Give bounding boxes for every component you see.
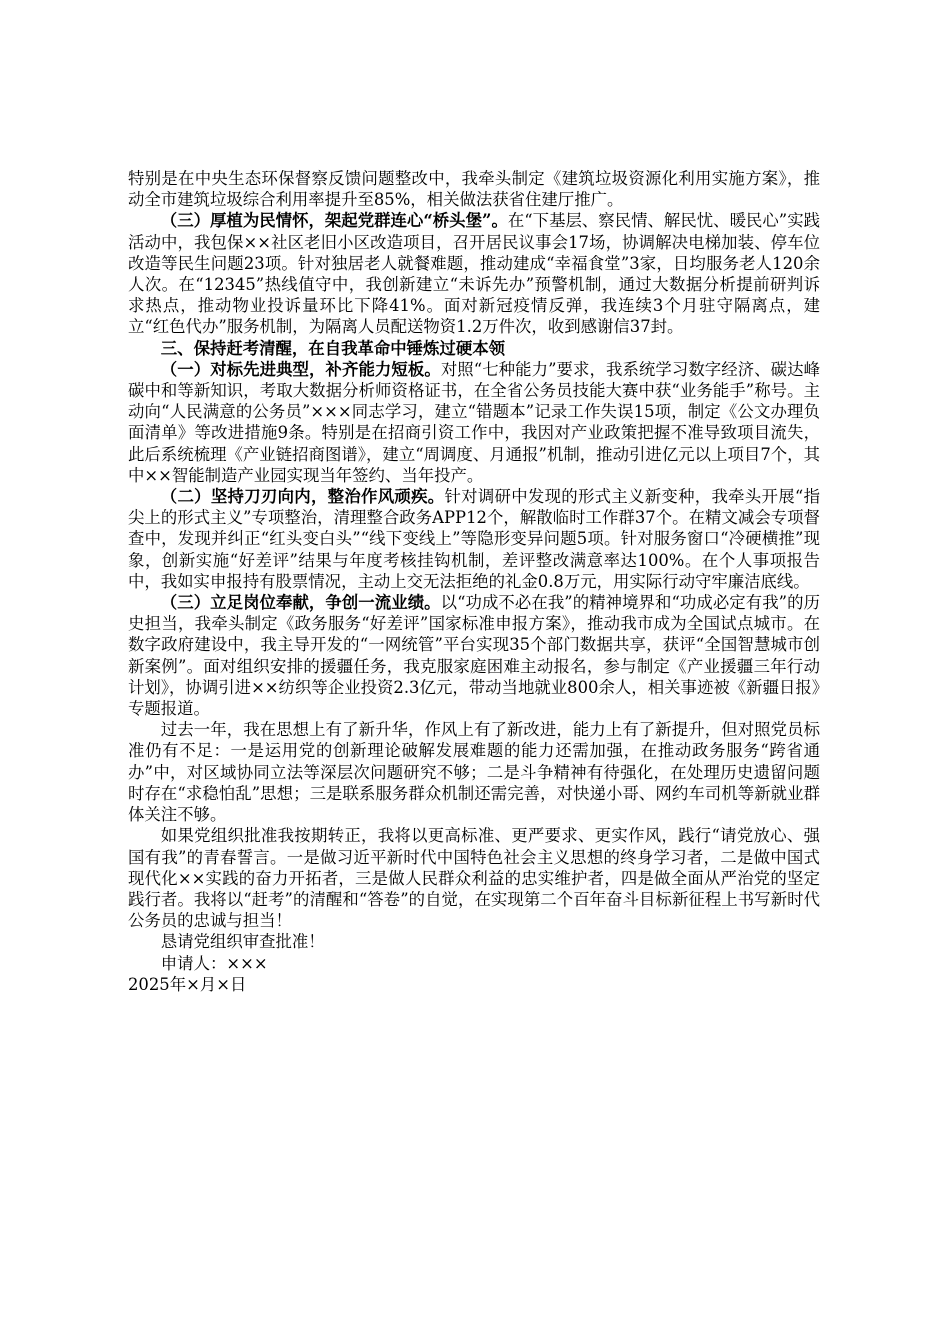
paragraph-text: 在“下基层、察民情、解民忧、暖民心”实践活动中，我包保××社区老旧小区改造项目，召开居民议事会17场，协调解决电梯加装、停车位改造等民生问题23项。针对独居老人就餐难题，推动建成“幸福食堂”3家，日均服务老人120余人次。在“12345”热线值守中，我创新建立“未诉先办”预警机制，通过大数据分析提前研判诉求热点，推动物业投诉量环比下降41%。面对新冠疫情反弹，我连续3个月驻守隔离点，建立“红色代办”服务机制，为隔离人员配送物资1.2万件次，收到感谢信37封。: [128, 211, 820, 337]
request-line: 恳请党组织审查批准！: [160, 932, 325, 952]
paragraph-text: 特别是在中央生态环保督察反馈问题整改中，我牵头制定《建筑垃圾资源化利用实施方案》，推动全市建筑垃圾综合利用率提升至85%，相关做法获省住建厅推广。: [128, 169, 820, 210]
paragraph-text: 过去一年，我在思想上有了新升华，作风上有了新改进，能力上有了新提升，但对照党员标准仍有不足：一是运用党的创新理论破解发展难题的能力还需加强，在推动政务服务“跨省通办”中，对区域协同立法等深层次问题研究不够；二是斗争精神有待强化，在处理历史遗留问题时存在“求稳怕乱”思想；三是联系服务群众机制还需完善，对快递小哥、网约车司机等新就业群体关注不够。: [128, 720, 820, 825]
paragraph-text: 针对调研中发现的形式主义新变种，我牵头开展“指尖上的形式主义”专项整治，清理整合政务APP12个，解散临时工作群37个。在精文减会专项督查中，发现并纠正“红头变白头”“线下变线上”等隐形变异问题5项。针对服务窗口“冷硬横推”现象，创新实施“好差评”结果与年度考核挂钩机制，差评整改满意率达100%。在个人事项报告中，我如实申报持有股票情况，主动上交无法拒绝的礼金0.8万元，用实际行动守牢廉洁底线。: [128, 487, 820, 591]
paragraph-section-3-item-1: [128, 359, 820, 486]
paragraph-summary: [128, 719, 820, 825]
paragraph-pledge: [128, 825, 820, 931]
paragraph-lead: （二）坚持刀刃向内，整治作风顽疾。: [160, 487, 445, 507]
paragraph-construction-waste: [128, 168, 820, 210]
document-page: [128, 168, 820, 995]
paragraph-lead: （三）立足岗位奉献，争创一流业绩。: [160, 593, 441, 613]
section-3-heading: 三、保持赶考清醒，在自我革命中锤炼过硬本领: [160, 338, 505, 358]
paragraph-section-2-item-3: [128, 210, 820, 337]
paragraph-text: 对照“七种能力”要求，我系统学习数字经济、碳达峰碳中和等新知识，考取大数据分析师资格证书，在全省公务员技能大赛中获“业务能手”称号。主动向“人民满意的公务员”×××同志学习，建立“错题本”记录工作失误15项，制定《公文办理负面清单》等改进措施9条。特别是在招商引资工作中，我因对产业政策把握不准导致项目流失，此后系统梳理《产业链招商图谱》，建立“周调度、月通报”机制，推动引进亿元以上项目7个，其中××智能制造产业园实现当年签约、当年投产。: [128, 359, 821, 485]
paragraph-section-3-item-3: [128, 592, 820, 719]
paragraph-text: 如果党组织批准我按期转正，我将以更高标准、更严要求、更实作风，践行“请党放心、强国有我”的青春誓言。一是做习近平新时代中国特色社会主义思想的终身学习者，二是做中国式现代化××实践的奋力开拓者，三是做人民群众利益的忠实维护者，四是做全面从严治党的坚定践行者。我将以“赶考”的清醒和“答卷”的自觉，在实现第二个百年奋斗目标新征程上书写新时代公务员的忠诚与担当！: [128, 826, 820, 931]
paragraph-section-3-item-2: [128, 486, 820, 592]
paragraph-lead: （一）对标先进典型，补齐能力短板。: [160, 359, 441, 379]
applicant-line: 申请人：×××: [160, 953, 268, 973]
date-line: 2025年×月×日: [128, 974, 247, 994]
paragraph-lead: （三）厚植为民情怀，架起党群连心“桥头堡”。: [160, 211, 508, 231]
paragraph-text: 以“功成不必在我”的精神境界和“功成必定有我”的历史担当，我牵头制定《政务服务“好差评”国家标准申报方案》，推动我市成为全国试点城市。在数字政府建设中，我主导开发的“一网统管”平台实现35个部门数据共享，获评“全国智慧城市创新案例”。面对组织安排的援疆任务，我克服家庭困难主动报名，参与制定《产业援疆三年行动计划》，协调引进××纺织等企业投资2.3亿元，带动当地就业800余人，相关事迹被《新疆日报》专题报道。: [128, 593, 820, 719]
